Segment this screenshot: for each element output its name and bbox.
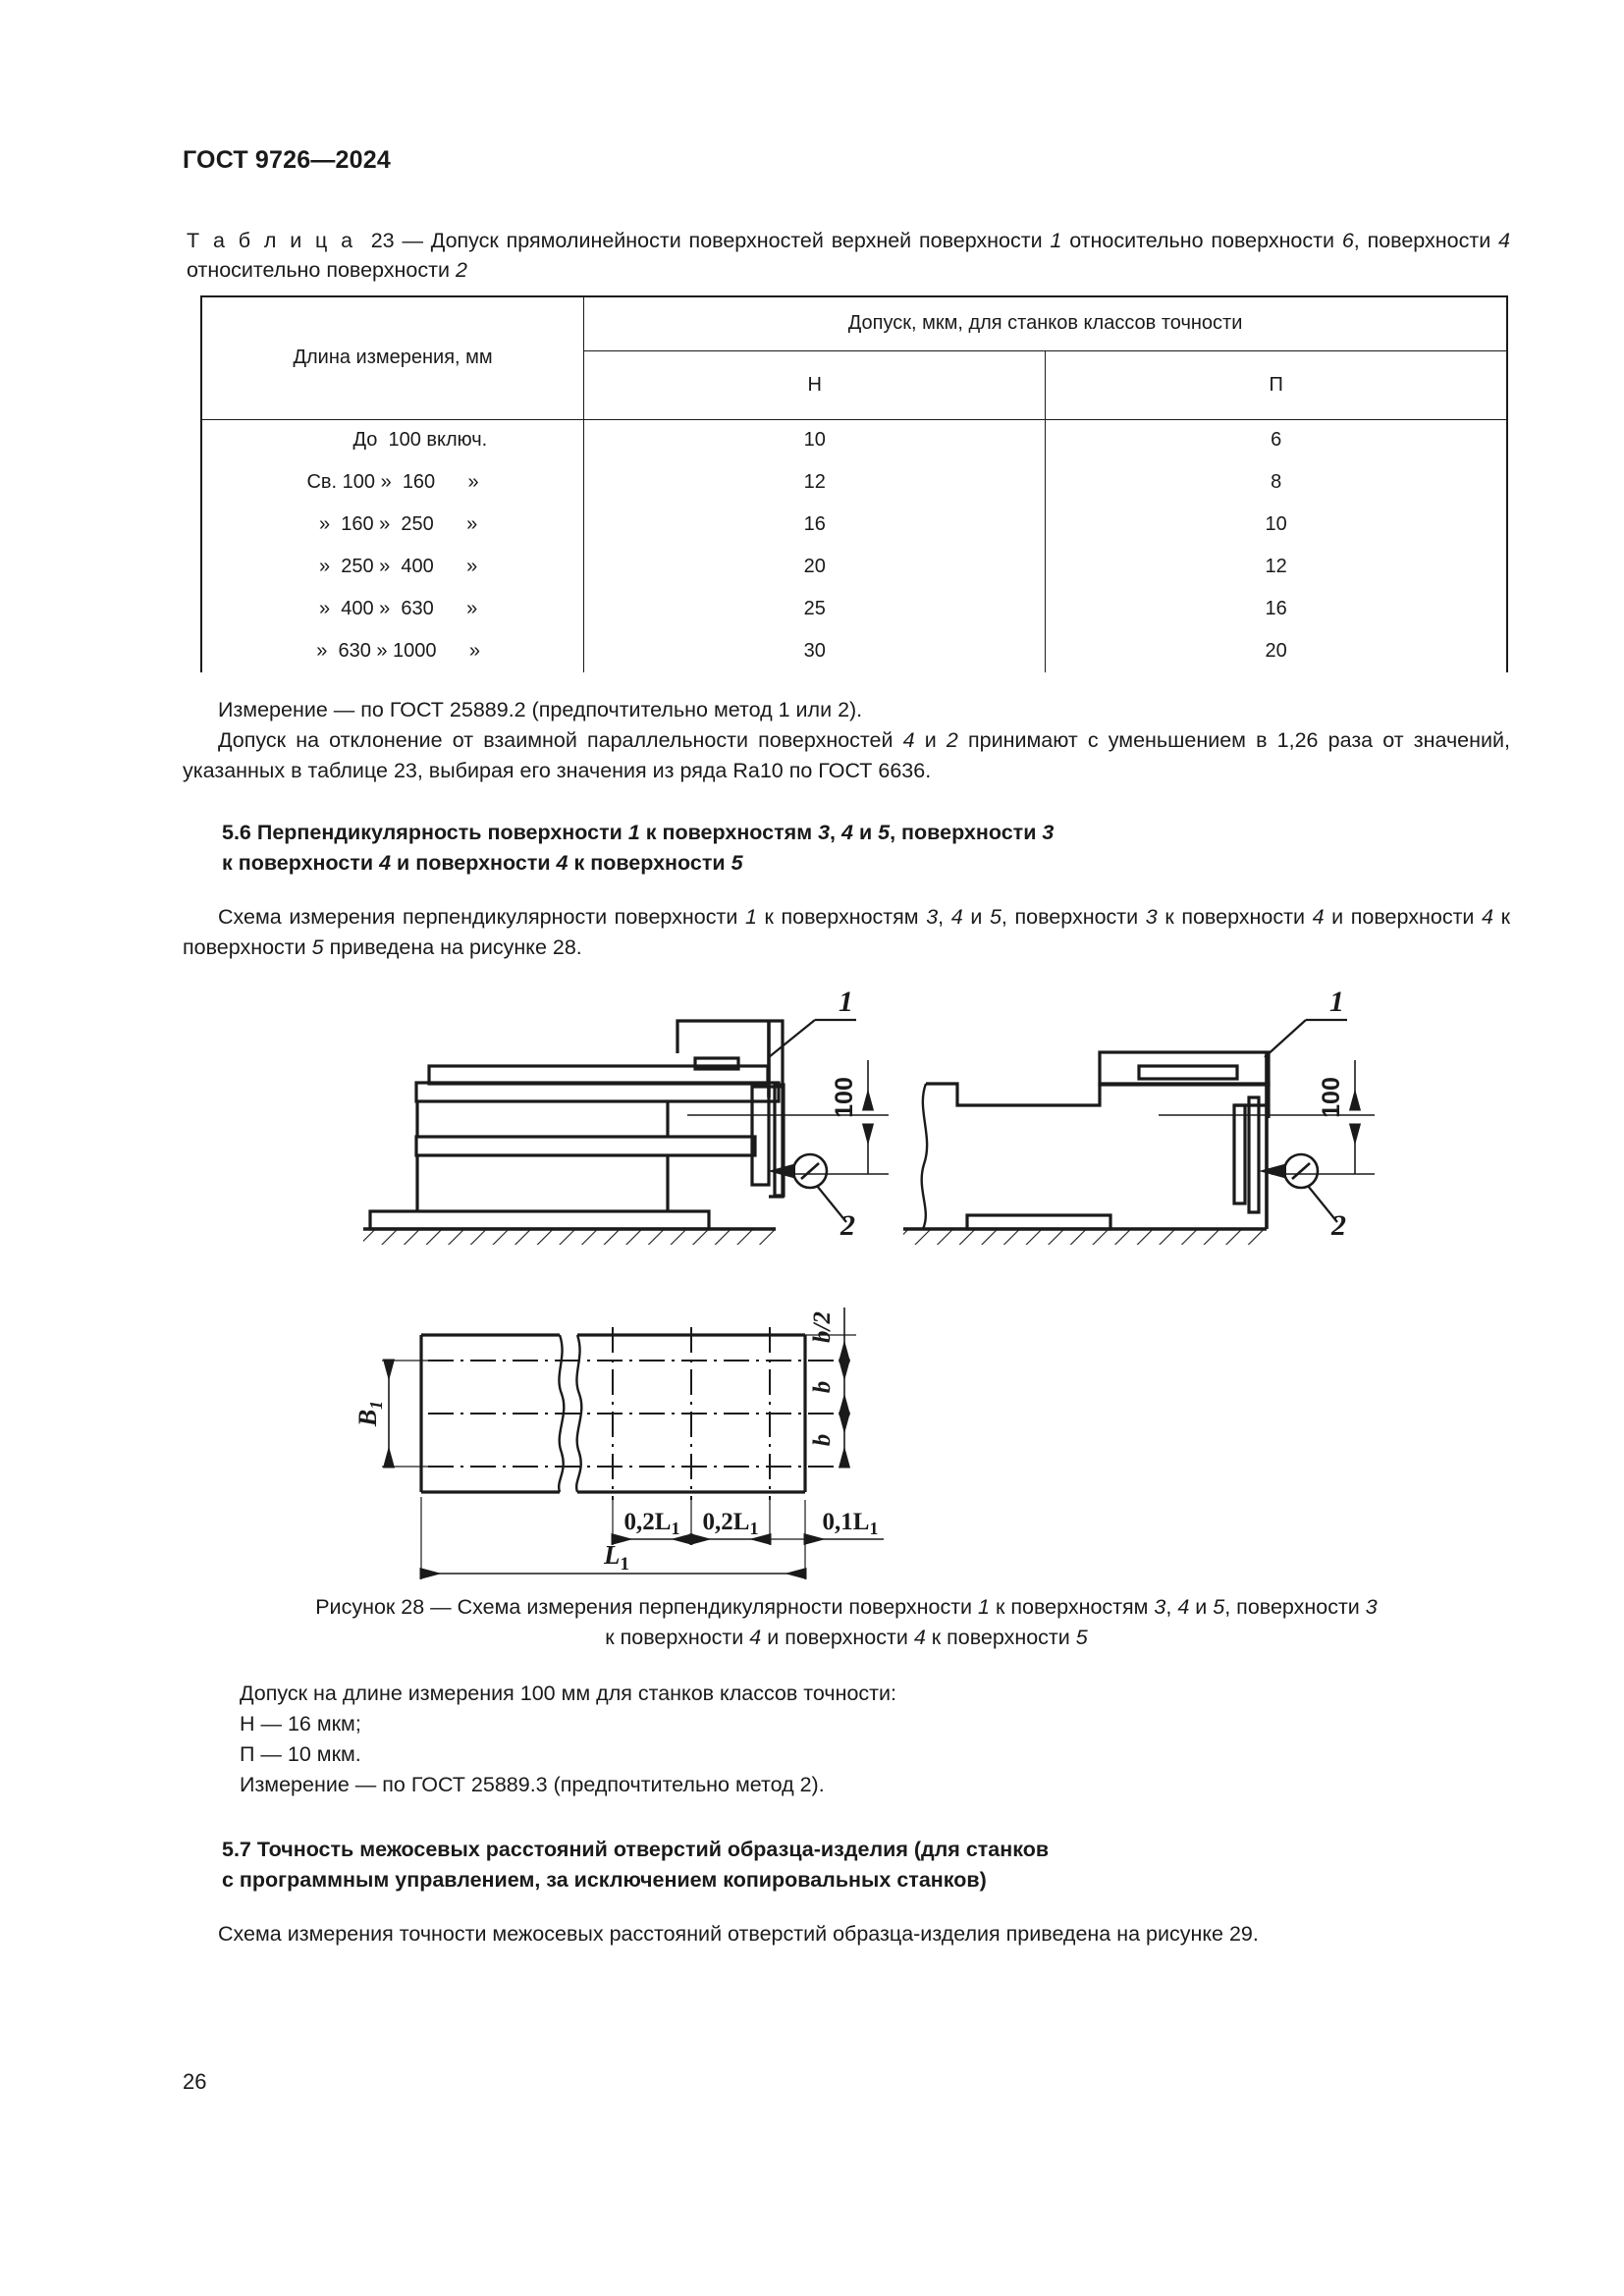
right-callout-1-leader <box>1265 1020 1347 1057</box>
section-5-7-heading <box>222 1835 1518 1896</box>
plan-dim-b-label-2: b <box>809 1433 836 1447</box>
table-row <box>201 630 1507 672</box>
table-header-length: Длина измерения, мм <box>201 296 584 419</box>
table-caption-text-1: — Допуск прямолинейности поверхностей верхней поверхности <box>394 229 1051 252</box>
measurement-note-1 <box>183 695 1510 725</box>
section-5-6-heading <box>222 818 1518 879</box>
plan-dim-B1-line <box>382 1361 432 1467</box>
tolerance-values-block <box>240 1679 896 1800</box>
plan-dim-02L1-label-1: $0,2L_1$ <box>623 1509 680 1538</box>
tolerance-class-h: Н — 16 мкм; <box>240 1712 361 1735</box>
table-row <box>201 504 1507 546</box>
s56-ref-3: 4 <box>841 821 853 844</box>
right-ground-hatch <box>903 1230 1267 1245</box>
measurement-note-1-text: Измерение — по ГОСТ 25889.2 (предпочтительно метод 1 или 2). <box>218 698 863 721</box>
tolerance-intro: Допуск на длине измерения 100 мм для станков классов точности: <box>240 1682 896 1705</box>
figure-28-drawing <box>0 982 1624 1590</box>
s56-ref-7: 4 <box>556 851 568 875</box>
table-caption-ref-1: 1 <box>1050 229 1062 252</box>
note-2-ref-1: 4 <box>902 728 915 752</box>
table-cell-range: » 160 » 250 » <box>201 504 584 546</box>
tolerance-class-p: П — 10 мкм. <box>240 1742 361 1766</box>
table-caption <box>187 226 1510 285</box>
table-cell-class-h: 25 <box>584 588 1046 630</box>
s56-p-ref-8: 5 <box>311 935 324 959</box>
s56-p-ref-3: 4 <box>950 905 963 929</box>
right-callout-1-label: 1 <box>1329 986 1344 1018</box>
plan-dim-02L1-label-2: $0,2L_1$ <box>702 1509 759 1538</box>
fig28-ref-2: 3 <box>1154 1595 1166 1619</box>
fig28-cap-l2-b: и поверхности <box>761 1626 914 1649</box>
table-cell-class-p: 10 <box>1046 504 1507 546</box>
s56-p-ref-1: 1 <box>744 905 757 929</box>
s56-p-ref-5: 3 <box>1145 905 1158 929</box>
s56-ref-6: 4 <box>379 851 392 875</box>
plan-dim-B1-label: $B_1$ <box>353 1400 386 1427</box>
left-dim-100-label: 100 <box>831 1077 858 1118</box>
s56-t-g: и поверхности <box>391 851 557 875</box>
fig28-ref-6: 4 <box>749 1626 762 1649</box>
fig28-cap-l2-a: к поверхности <box>605 1626 750 1649</box>
right-indicator-gauge <box>1274 1154 1318 1188</box>
table-row <box>201 546 1507 588</box>
table-row <box>201 588 1507 630</box>
table-cell-range: » 250 » 400 » <box>201 546 584 588</box>
section-5-7-paragraph <box>183 1919 1510 1949</box>
note-2-ref-2: 2 <box>946 728 958 752</box>
table-cell-range: » 630 » 1000 » <box>201 630 584 672</box>
s56-ref-5: 3 <box>1042 821 1055 844</box>
table-caption-ref-2: 6 <box>1341 229 1354 252</box>
fig28-cap-a: к поверхностям <box>990 1595 1155 1619</box>
fig28-cap-l2-c: к поверхности <box>925 1626 1076 1649</box>
table-caption-text-2: относительно поверхности <box>1061 229 1342 252</box>
s56-p-h: к поверхности <box>183 905 1511 959</box>
s56-t-b: к поверхностям <box>639 821 819 844</box>
s56-p-ref-7: 4 <box>1482 905 1493 929</box>
table-caption-ref-4: 2 <box>455 258 467 282</box>
table-cell-class-p: 20 <box>1046 630 1507 672</box>
s56-p-e: , поверхности <box>1001 905 1146 929</box>
fig28-cap-d: , поверхности <box>1224 1595 1366 1619</box>
plan-view-centre-lines <box>428 1361 844 1467</box>
table-caption-number: 23 <box>370 229 395 252</box>
fig28-ref-5: 3 <box>1365 1595 1378 1619</box>
s56-ref-4: 5 <box>878 821 891 844</box>
fig28-cap-c: и <box>1189 1595 1214 1619</box>
s56-t-f: к поверхности <box>222 851 380 875</box>
table-caption-text-4: относительно поверхности <box>187 258 456 282</box>
table-cell-range: » 400 » 630 » <box>201 588 584 630</box>
table-cell-class-h: 20 <box>584 546 1046 588</box>
s56-t-c: , <box>830 821 841 844</box>
s56-p-g: и поверхности <box>1324 905 1483 929</box>
table-header-class-h: Н <box>584 350 1046 419</box>
left-ground-hatch <box>363 1230 776 1245</box>
fig28-ref-3: 4 <box>1177 1595 1190 1619</box>
tolerance-measurement-note: Измерение — по ГОСТ 25889.3 (предпочтительно метод 2). <box>240 1773 825 1796</box>
s56-p-ref-6: 4 <box>1312 905 1325 929</box>
table-header-tolerance-group: Допуск, мкм, для станков классов точности <box>584 296 1507 350</box>
right-callout-2-label: 2 <box>1331 1209 1346 1242</box>
s56-t-h: к поверхности <box>568 851 731 875</box>
fig28-ref-8: 5 <box>1075 1626 1088 1649</box>
s57-para-text: Схема измерения точности межосевых расстояний отверстий образца-изделия приведена на рисунке 29. <box>218 1922 1259 1946</box>
s57-title-line1: Точность межосевых расстояний отверстий образца-изделия (для станков <box>250 1838 1050 1861</box>
section-5-7-number: 5.7 <box>222 1838 251 1861</box>
s56-p-d: и <box>962 905 990 929</box>
s56-p-f: к поверхности <box>1157 905 1313 929</box>
right-dim-100-label: 100 <box>1318 1077 1345 1118</box>
left-callout-1-label: 1 <box>839 986 853 1018</box>
page-number: 26 <box>183 2069 207 2094</box>
plan-dim-01L1-label: $0,1L_1$ <box>822 1509 879 1538</box>
note-2-part-c: принимают с уменьшением в 1,26 раза от значений, указанных в таблице 23, выбирая его значения из ряда Ra10 по ГОСТ 6636. <box>183 728 1510 782</box>
right-machine-view <box>903 1052 1269 1229</box>
table-row <box>201 461 1507 504</box>
left-indicator-gauge <box>784 1154 827 1188</box>
section-5-6-paragraph <box>183 902 1510 963</box>
tolerance-table <box>200 295 1508 672</box>
standard-header: ГОСТ 9726—2024 <box>183 146 391 174</box>
fig28-cap-b: , <box>1165 1595 1178 1619</box>
table-cell-range: Св. 100 » 160 » <box>201 461 584 504</box>
fig28-cap-prefix: Рисунок 28 — Схема измерения перпендикулярности поверхности <box>315 1595 979 1619</box>
s56-ref-2: 3 <box>818 821 831 844</box>
table-cell-class-p: 8 <box>1046 461 1507 504</box>
s56-p-b: к поверхностям <box>756 905 927 929</box>
table-cell-class-h: 16 <box>584 504 1046 546</box>
plan-dim-b-label-1: b <box>809 1380 836 1394</box>
s57-title-line2: с программным управлением, за исключением копировальных станков) <box>222 1868 987 1892</box>
table-caption-ref-3: 4 <box>1498 229 1510 252</box>
plan-dim-b-half-label: b/2 <box>809 1311 836 1343</box>
s56-t-d: и <box>852 821 879 844</box>
table-cell-class-h: 30 <box>584 630 1046 672</box>
table-header-class-p: П <box>1046 350 1507 419</box>
table-cell-class-h: 10 <box>584 419 1046 461</box>
fig28-ref-1: 1 <box>978 1595 991 1619</box>
s56-ref-1: 1 <box>627 821 640 844</box>
table-cell-range: До 100 включ. <box>201 419 584 461</box>
left-callout-2-label: 2 <box>840 1209 855 1242</box>
s56-p-a: Схема измерения перпендикулярности поверхности <box>218 905 745 929</box>
s56-t-a: Перпендикулярность поверхности <box>250 821 628 844</box>
s56-p-i: приведена на рисунке 28. <box>323 935 582 959</box>
section-5-6-number: 5.6 <box>222 821 251 844</box>
plan-dim-L1-label: $L_1$ <box>604 1540 629 1575</box>
s56-t-e: , поверхности <box>890 821 1043 844</box>
table-body <box>201 419 1507 672</box>
table-cell-class-p: 16 <box>1046 588 1507 630</box>
s56-ref-8: 5 <box>731 851 743 875</box>
table-caption-text-3: , поверхности <box>1353 229 1499 252</box>
fig28-ref-4: 5 <box>1213 1595 1225 1619</box>
s56-p-ref-4: 5 <box>989 905 1001 929</box>
table-cell-class-h: 12 <box>584 461 1046 504</box>
s56-p-ref-2: 3 <box>926 905 939 929</box>
table-cell-class-p: 12 <box>1046 546 1507 588</box>
note-2-part-a: Допуск на отклонение от взаимной параллельности поверхностей <box>218 728 903 752</box>
table-caption-label: Т а б л и ц а <box>187 229 356 252</box>
note-2-part-b: и <box>914 728 947 752</box>
fig28-ref-7: 4 <box>913 1626 926 1649</box>
left-machine-view <box>363 1021 784 1229</box>
table-header-row-1 <box>201 296 1507 350</box>
measurement-note-2 <box>183 725 1510 786</box>
table-cell-class-p: 6 <box>1046 419 1507 461</box>
figure-28-caption <box>183 1592 1510 1653</box>
table-row <box>201 419 1507 461</box>
s56-p-c: , <box>938 905 951 929</box>
